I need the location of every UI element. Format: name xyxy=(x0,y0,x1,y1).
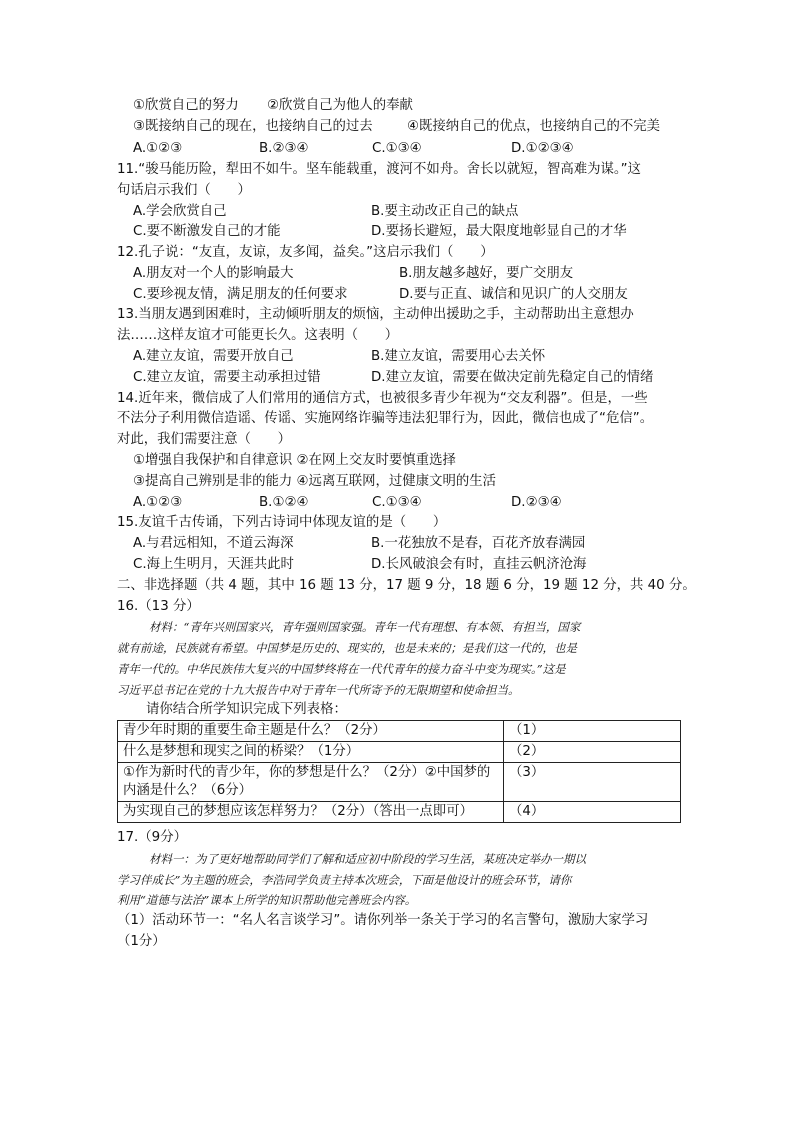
q17-part-1-points: （1分） xyxy=(117,934,166,949)
q11-choice-a: A.学会欣赏自己 xyxy=(133,204,227,219)
q10-choice-d: D.①②③④ xyxy=(511,141,574,156)
q16-instruction: 请你结合所学知识完成下列表格： xyxy=(146,702,347,717)
q17-material-line-1: 材料一：为了更好地帮助同学们了解和适应初中阶段的学习生活，某班决定举办一期以 xyxy=(149,852,586,866)
q10-choice-a: A.①②③ xyxy=(133,141,183,156)
q12-choice-a: A.朋友对一个人的影响最大 xyxy=(133,266,294,281)
q16-heading: 16.（13 分） xyxy=(117,599,200,614)
table-answer-2[interactable]: （2） xyxy=(504,742,681,763)
q13-stem-1: 13.当朋友遇到困难时，主动倾听朋友的烦恼，主动伸出援助之手，主动帮助出主意想办 xyxy=(117,307,634,322)
table-answer-1[interactable]: （1） xyxy=(504,721,681,742)
q14-options-12: ①增强自我保护和自律意识 ②在网上交友时要慎重选择 xyxy=(133,453,456,468)
q14-choice-a: A.①②③ xyxy=(133,495,183,510)
table-answer-4[interactable]: （4） xyxy=(504,802,681,823)
q15-choice-b: B.一花独放不是春，百花齐放春满园 xyxy=(371,536,586,551)
q11-choice-d: D.要扬长避短，最大限度地彰显自己的才华 xyxy=(371,224,627,239)
q12-choice-b: B.朋友越多越好，要广交朋友 xyxy=(399,266,574,281)
q13-choice-b: B.建立友谊，需要用心去关怀 xyxy=(371,349,546,364)
q10-option-1: ①欣赏自己的努力 xyxy=(133,98,239,113)
table-answer-3[interactable]: （3） xyxy=(504,763,681,802)
table-question-3-line-2: 内涵是什么？（6分） xyxy=(123,783,253,798)
q11-choice-c: C.要不断激发自己的才能 xyxy=(133,224,281,239)
table-row xyxy=(118,742,681,763)
q10-choice-c: C.①③④ xyxy=(372,141,422,156)
table-row xyxy=(118,721,681,742)
q17-heading: 17.（9分） xyxy=(117,830,187,845)
q11-stem-2: 句话启示我们（ ） xyxy=(117,183,251,198)
q15-stem: 15.友谊千古传诵，下列古诗词中体现友谊的是（ ） xyxy=(117,515,447,530)
q11-stem-1: 11.“骏马能历险，犁田不如牛。坚车能载重，渡河不如舟。舍长以就短，智高难为谋。”这 xyxy=(117,162,641,177)
q15-choice-a: A.与君远相知，不道云海深 xyxy=(133,536,294,551)
q12-choice-c: C.要珍视友情，满足朋友的任何要求 xyxy=(133,287,348,302)
q14-stem-2: 不法分子利用微信造谣、传谣、实施网络诈骗等违法犯罪行为，因此，微信也成了“危信”。 xyxy=(117,411,654,426)
q14-stem-3: 对此，我们需要注意（ ） xyxy=(117,432,292,447)
q17-material-line-3: 利用“道德与法治”课本上所学的知识帮助他完善班会内容。 xyxy=(117,893,417,907)
q16-material-line-4: 习近平总书记在党的十九大报告中对于青年一代所寄予的无限期望和使命担当。 xyxy=(117,683,520,697)
q13-choice-d: D.建立友谊，需要在做决定前先稳定自己的情绪 xyxy=(371,370,654,385)
q16-material-line-2: 就有前途，民族就有希望。中国梦是历史的、现实的，也是未来的；是我们这一代的，也是 xyxy=(117,641,577,655)
q14-stem-1: 14.近年来，微信成了人们常用的通信方式，也被很多青少年视为“交友利器”。但是，一些 xyxy=(117,391,648,406)
q13-choice-c: C.建立友谊，需要主动承担过错 xyxy=(133,370,321,385)
q13-stem-2: 法……这样友谊才可能更长久。这表明（ ） xyxy=(117,328,399,343)
q14-options-34: ③提高自己辨别是非的能力 ④远离互联网，过健康文明的生活 xyxy=(133,474,497,489)
section-2-title: 二、非选择题（共 4 题，其中 16 题 13 分，17 题 9 分，18 题 6 分，19 题 12 分，共 40 分。 xyxy=(117,578,696,593)
q16-material-line-3: 青年一代的。中华民族伟大复兴的中国梦终将在一代代青年的接力奋斗中变为现实。”这是 xyxy=(117,662,566,676)
q12-choice-d: D.要与正直、诚信和见识广的人交朋友 xyxy=(399,287,628,302)
table-question-3-line-1: ①作为新时代的青少年，你的梦想是什么？（2分）②中国梦的 xyxy=(123,765,491,780)
table-question-1: 青少年时期的重要生命主题是什么？（2分） xyxy=(118,721,504,742)
q14-choice-d: D.②③④ xyxy=(511,495,562,510)
q14-choice-c: C.①③④ xyxy=(372,495,422,510)
q10-option-2: ②欣赏自己为他人的奉献 xyxy=(267,98,413,113)
table-question-4: 为实现自己的梦想应该怎样努力？（2分）（答出一点即可） xyxy=(118,802,504,823)
q11-choice-b: B.要主动改正自己的缺点 xyxy=(371,204,519,219)
q15-choice-c: C.海上生明月，天涯共此时 xyxy=(133,557,294,572)
q10-option-4: ④既接纳自己的优点，也接纳自己的不完美 xyxy=(407,119,661,134)
q14-choice-b: B.①②④ xyxy=(259,495,309,510)
q10-choice-b: B.②③④ xyxy=(259,141,309,156)
q16-material-line-1: 材料：“青年兴则国家兴，青年强则国家强。青年一代有理想、有本领、有担当，国家 xyxy=(149,620,581,634)
table-row xyxy=(118,763,681,802)
q15-choice-d: D.长风破浪会有时，直挂云帆济沧海 xyxy=(371,557,587,572)
q10-option-3: ③既接纳自己的现在，也接纳自己的过去 xyxy=(133,119,373,134)
q12-stem: 12.孔子说：“友直，友谅，友多闻，益矣。”这启示我们（ ） xyxy=(117,245,494,260)
q17-part-1: （1）活动环节一：“名人名言谈学习”。请你列举一条关于学习的名言警句，激励大家学习 xyxy=(117,913,649,928)
table-row xyxy=(118,802,681,823)
q13-choice-a: A.建立友谊，需要开放自己 xyxy=(133,349,294,364)
table-question-3 xyxy=(118,763,504,802)
q16-answer-table xyxy=(117,720,681,823)
table-question-2: 什么是梦想和现实之间的桥梁？（1分） xyxy=(118,742,504,763)
q17-material-line-2: 学习伴成长”为主题的班会，李浩同学负责主持本次班会，下面是他设计的班会环节，请你 xyxy=(117,873,572,887)
